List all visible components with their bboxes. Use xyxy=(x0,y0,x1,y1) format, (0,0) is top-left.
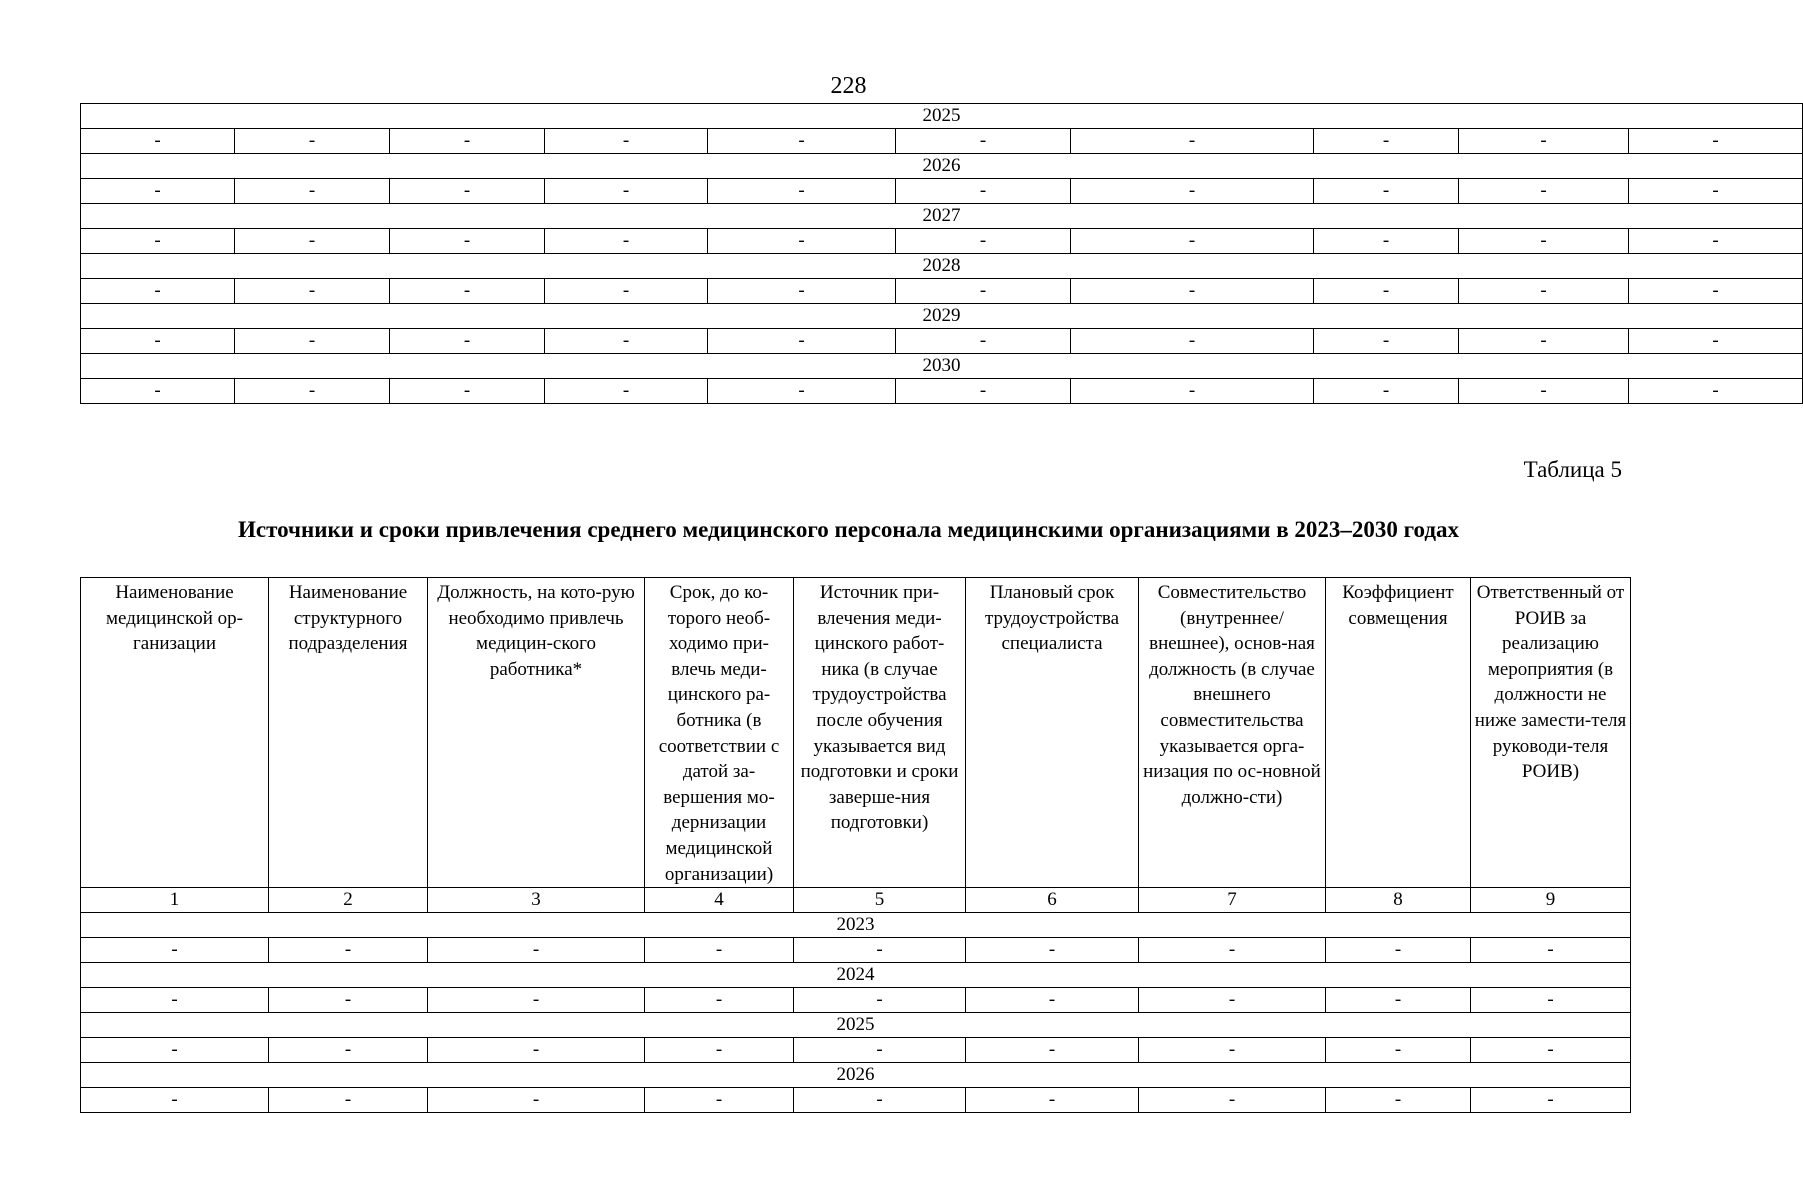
table-cell: - xyxy=(1071,179,1314,204)
table-cell: - xyxy=(708,129,896,154)
table-cell: - xyxy=(966,1088,1139,1113)
table-cell: - xyxy=(235,279,390,304)
table-row xyxy=(81,279,1803,304)
year-row xyxy=(81,154,1803,179)
year-row xyxy=(81,963,1631,988)
table-cell: - xyxy=(1314,179,1459,204)
table-cell: - xyxy=(896,329,1071,354)
table-cell: - xyxy=(390,329,545,354)
table-cell: - xyxy=(1314,279,1459,304)
year-row xyxy=(81,104,1803,129)
table-row xyxy=(81,129,1803,154)
table-cell: - xyxy=(645,1038,794,1063)
table-cell: - xyxy=(1326,988,1471,1013)
table-cell: - xyxy=(645,988,794,1013)
table-cell: - xyxy=(235,129,390,154)
table-cell: - xyxy=(81,1038,269,1063)
table-cell: - xyxy=(269,1088,428,1113)
table-cell: - xyxy=(545,229,708,254)
table-cell: - xyxy=(81,1088,269,1113)
column-number: 3 xyxy=(428,888,645,913)
table-cell: - xyxy=(390,179,545,204)
header-cell: Должность, на кото-рую необходимо привлечь медицин-ского работника* xyxy=(428,578,645,888)
table-cell: - xyxy=(428,988,645,1013)
table-cell: - xyxy=(428,1088,645,1113)
year-row xyxy=(81,1013,1631,1038)
table-cell: - xyxy=(269,988,428,1013)
header-cell: Ответственный от РОИВ за реализацию мероприятия (в должности не ниже замести-теля руководи-теля РОИВ) xyxy=(1471,578,1631,888)
table-cell: - xyxy=(235,229,390,254)
table-cell: - xyxy=(1314,229,1459,254)
table-cell: - xyxy=(1326,1038,1471,1063)
year-cell: 2029 xyxy=(81,304,1803,329)
table-cell: - xyxy=(896,379,1071,404)
table-cell: - xyxy=(1139,938,1326,963)
table-cell: - xyxy=(81,129,235,154)
column-number: 4 xyxy=(645,888,794,913)
column-number: 8 xyxy=(1326,888,1471,913)
header-cell: Наименование медицинской ор-ганизации xyxy=(81,578,269,888)
table-cell: - xyxy=(1326,938,1471,963)
table-cell: - xyxy=(1471,938,1631,963)
table-cell: - xyxy=(81,988,269,1013)
column-number: 5 xyxy=(794,888,966,913)
year-cell: 2026 xyxy=(81,154,1803,179)
table-cell: - xyxy=(1459,229,1629,254)
table-cell: - xyxy=(1459,129,1629,154)
page-number: 228 xyxy=(830,73,867,99)
table-cell: - xyxy=(235,379,390,404)
table-cell: - xyxy=(390,379,545,404)
table-cell: - xyxy=(1314,379,1459,404)
table-cell: - xyxy=(1071,329,1314,354)
table-label: Таблица 5 xyxy=(1523,457,1622,482)
table-cell: - xyxy=(81,938,269,963)
year-row xyxy=(81,913,1631,938)
table-cell: - xyxy=(1314,129,1459,154)
column-number-row xyxy=(81,888,1631,913)
table-cell: - xyxy=(81,179,235,204)
table-cell: - xyxy=(1071,279,1314,304)
header-row xyxy=(81,578,1631,888)
year-cell: 2025 xyxy=(81,104,1803,129)
table-cell: - xyxy=(428,1038,645,1063)
year-cell: 2027 xyxy=(81,204,1803,229)
year-cell: 2030 xyxy=(81,354,1803,379)
table-cell: - xyxy=(1071,379,1314,404)
table-row xyxy=(81,179,1803,204)
table-cell: - xyxy=(545,329,708,354)
continued-table xyxy=(80,103,1803,404)
column-number: 1 xyxy=(81,888,269,913)
table-cell: - xyxy=(1459,379,1629,404)
table-cell: - xyxy=(545,179,708,204)
table-cell: - xyxy=(1071,229,1314,254)
table-cell: - xyxy=(708,179,896,204)
table-title: Источники и сроки привлечения среднего медицинского персонала медицинскими организациями в 2023–2030 годах xyxy=(238,517,1459,542)
year-row xyxy=(81,354,1803,379)
table-cell: - xyxy=(235,179,390,204)
table-cell: - xyxy=(81,329,235,354)
table-cell: - xyxy=(1314,329,1459,354)
table-cell: - xyxy=(896,179,1071,204)
column-number: 9 xyxy=(1471,888,1631,913)
year-cell: 2024 xyxy=(81,963,1631,988)
year-cell: 2026 xyxy=(81,1063,1631,1088)
table-cell: - xyxy=(1629,329,1803,354)
column-number: 7 xyxy=(1139,888,1326,913)
header-cell: Совместительство (внутреннее/ внешнее), основ-ная должность (в случае внешнего совместительства указывается орга-низация по ос-новной должно-сти) xyxy=(1139,578,1326,888)
table-cell: - xyxy=(708,279,896,304)
table-cell: - xyxy=(794,1088,966,1113)
table-cell: - xyxy=(1629,179,1803,204)
table-row xyxy=(81,1088,1631,1113)
table-cell: - xyxy=(645,1088,794,1113)
year-row xyxy=(81,1063,1631,1088)
year-cell: 2023 xyxy=(81,913,1631,938)
table-cell: - xyxy=(896,229,1071,254)
table-cell: - xyxy=(1459,279,1629,304)
table-cell: - xyxy=(390,129,545,154)
table-cell: - xyxy=(390,229,545,254)
table-cell: - xyxy=(545,379,708,404)
year-cell: 2028 xyxy=(81,254,1803,279)
table-cell: - xyxy=(1629,129,1803,154)
table-cell: - xyxy=(896,279,1071,304)
table-cell: - xyxy=(1139,1038,1326,1063)
table-cell: - xyxy=(1629,279,1803,304)
table-cell: - xyxy=(390,279,545,304)
table-row xyxy=(81,229,1803,254)
table-cell: - xyxy=(794,988,966,1013)
year-row xyxy=(81,204,1803,229)
table-cell: - xyxy=(966,938,1139,963)
table-cell: - xyxy=(428,938,645,963)
year-row xyxy=(81,254,1803,279)
table-row xyxy=(81,379,1803,404)
table-cell: - xyxy=(1471,1088,1631,1113)
table-cell: - xyxy=(1629,229,1803,254)
table-cell: - xyxy=(1629,379,1803,404)
table-row xyxy=(81,988,1631,1013)
year-cell: 2025 xyxy=(81,1013,1631,1038)
table-cell: - xyxy=(708,329,896,354)
table-cell: - xyxy=(1459,179,1629,204)
table-cell: - xyxy=(1471,1038,1631,1063)
table-cell: - xyxy=(794,938,966,963)
sources-table xyxy=(80,577,1631,1113)
table-cell: - xyxy=(708,229,896,254)
table-cell: - xyxy=(235,329,390,354)
header-cell: Наименование структурного подразделения xyxy=(269,578,428,888)
table-cell: - xyxy=(81,379,235,404)
header-cell: Коэффициент совмещения xyxy=(1326,578,1471,888)
header-cell: Плановый срок трудоустройства специалиста xyxy=(966,578,1139,888)
year-row xyxy=(81,304,1803,329)
table-cell: - xyxy=(545,279,708,304)
table-cell: - xyxy=(708,379,896,404)
table-cell: - xyxy=(896,129,1071,154)
column-number: 6 xyxy=(966,888,1139,913)
table-row xyxy=(81,329,1803,354)
table-cell: - xyxy=(794,1038,966,1063)
table-cell: - xyxy=(545,129,708,154)
table-cell: - xyxy=(81,279,235,304)
table-cell: - xyxy=(81,229,235,254)
column-number: 2 xyxy=(269,888,428,913)
table-cell: - xyxy=(966,1038,1139,1063)
table-cell: - xyxy=(966,988,1139,1013)
table-cell: - xyxy=(1459,329,1629,354)
table-cell: - xyxy=(1071,129,1314,154)
header-cell: Срок, до ко-торого необ-ходимо при-влечь меди-цинского ра-ботника (в соответствии с датой за-вершения мо-дернизации медицинской организации) xyxy=(645,578,794,888)
table-cell: - xyxy=(1326,1088,1471,1113)
table-cell: - xyxy=(269,1038,428,1063)
table-row xyxy=(81,938,1631,963)
table-row xyxy=(81,1038,1631,1063)
table-cell: - xyxy=(1139,1088,1326,1113)
table-cell: - xyxy=(645,938,794,963)
table-cell: - xyxy=(1471,988,1631,1013)
table-cell: - xyxy=(269,938,428,963)
table-cell: - xyxy=(1139,988,1326,1013)
header-cell: Источник при-влечения меди-цинского работ-ника (в случае трудоустройства после обучения указывается вид подготовки и сроки заверше-ния подготовки) xyxy=(794,578,966,888)
